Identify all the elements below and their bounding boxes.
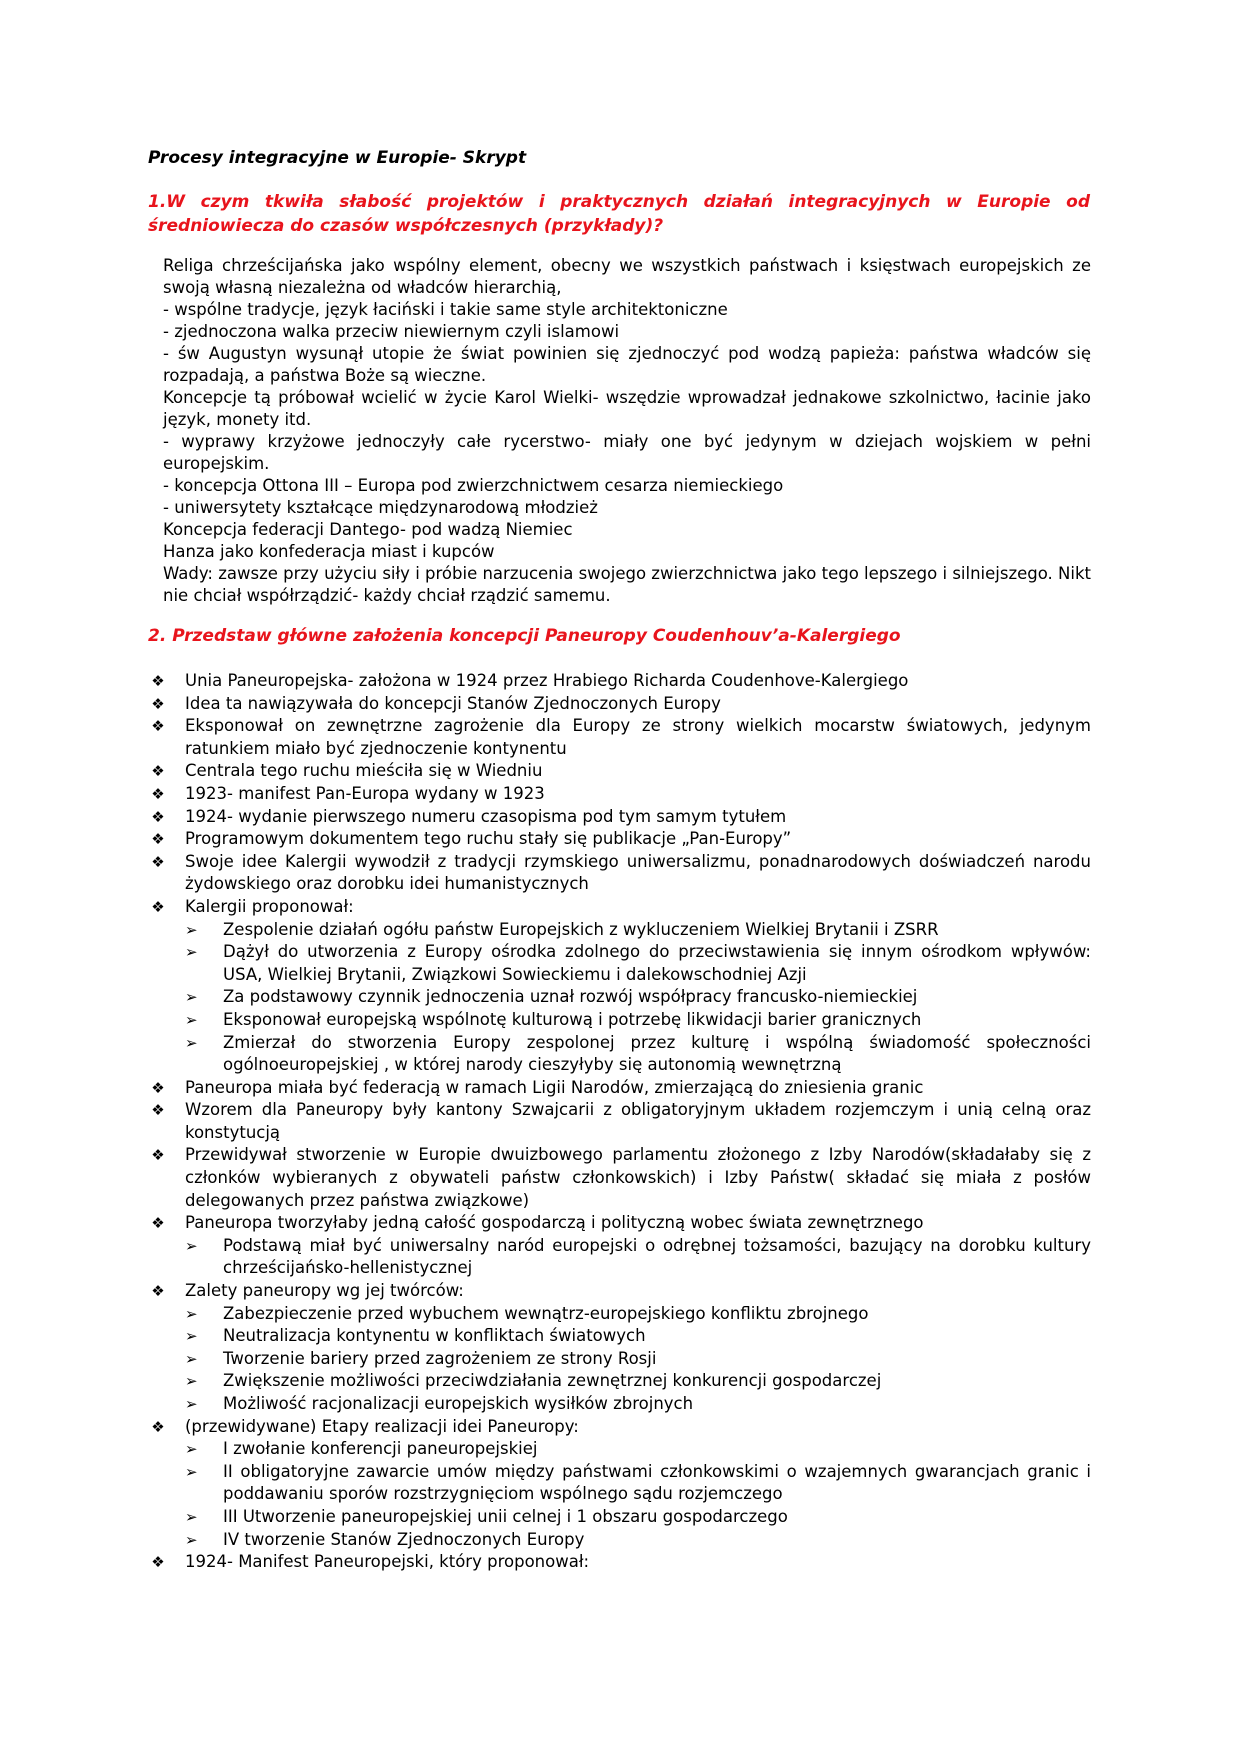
bullet-text: Unia Paneuropejska- założona w 1924 przez Hrabiego Richarda Coudenhove-Kalergiego: [185, 671, 909, 690]
answer-1-line: - wspólne tradycje, język łaciński i takie same style architektoniczne: [163, 300, 728, 319]
arrow-bullet-icon: ➢: [185, 1327, 198, 1346]
arrow-bullet-icon: ➢: [185, 1395, 198, 1413]
answer-1-line: Hanza jako konfederacja miast i kupców: [163, 542, 495, 561]
sub-item-text: Zwiększenie możliwości przeciwdziałania zewnętrznej konkurencji gospodarczej: [223, 1371, 882, 1391]
diamond-bullet-icon: ❖: [151, 784, 165, 803]
bullet-text: Paneuropa tworzyłaby jedną całość gospodarczą i polityczną wobec świata zewnętrznego: [185, 1213, 924, 1233]
bullet-text: 1924- wydanie pierwszego numeru czasopisma pod tym samym tytułem: [185, 806, 787, 826]
diamond-bullet-icon: ❖: [151, 694, 165, 713]
bullet-item: [148, 828, 1091, 851]
bullet-item: [148, 670, 1091, 693]
diamond-bullet-icon: ❖: [151, 1214, 165, 1233]
bullet-item: [148, 760, 1091, 783]
bullet-text: Idea ta nawiązywała do koncepcji Stanów Zjednoczonych Europy: [185, 693, 721, 713]
sub-item: [185, 1032, 1091, 1077]
diamond-bullet-icon: ❖: [151, 672, 165, 690]
sub-item-text: II obligatoryjne zawarcie umów między państwami członkowskimi o wzajemnych gwarancjach granic i poddawaniu sporów rozstrzygnięciom wspólnego sądu rozjemczego: [223, 1461, 1091, 1504]
sub-item: [185, 1370, 1091, 1393]
answer-1-line: Religa chrześcijańska jako wspólny element, obecny we wszystkich państwach i księstwach europejskich ze swoją własną niezależna od władców hierarchią,: [163, 256, 1091, 297]
diamond-bullet-icon: ❖: [151, 762, 165, 781]
sub-item-text: Tworzenie bariery przed zagrożeniem ze strony Rosji: [223, 1348, 657, 1368]
arrow-bullet-icon: ➢: [185, 988, 198, 1007]
sub-item: [185, 1303, 1091, 1326]
bullet-text: Programowym dokumentem tego ruchu stały się publikacje „Pan-Europy”: [185, 829, 792, 849]
sub-item: [185, 919, 1091, 942]
bullet-text: (przewidywane) Etapy realizacji idei Paneuropy:: [185, 1416, 579, 1436]
sub-list: [185, 919, 1091, 1077]
bullet-item: [148, 1551, 1091, 1574]
bullet-item: [148, 851, 1091, 896]
bullet-item: [148, 1280, 1091, 1416]
bullet-item: [148, 896, 1091, 1077]
bullet-text: 1923- manifest Pan-Europa wydany w 1923: [185, 783, 545, 803]
bullet-text: Centrala tego ruchu mieściła się w Wiedniu: [185, 761, 543, 781]
diamond-bullet-icon: ❖: [151, 1101, 165, 1120]
sub-item: [185, 1506, 1091, 1529]
bullet-text: Zalety paneuropy wg jej twórców:: [185, 1281, 464, 1301]
answer-1-line: Koncepcje tą próbował wcielić w życie Karol Wielki- wszędzie wprowadzał jednakowe szkolnictwo, łacinie jako język, monety itd.: [163, 388, 1091, 429]
arrow-bullet-icon: ➢: [185, 943, 198, 962]
bullet-item: [148, 1416, 1091, 1552]
bullet-item: [148, 1077, 1091, 1100]
answer-1-line: - św Augustyn wysunął utopie że świat powinien się zjednoczyć pod wodzą papieża: państwa władców się rozpadają, a państwa Boże są wieczne.: [163, 344, 1091, 385]
diamond-bullet-icon: ❖: [151, 1146, 165, 1165]
sub-item: [185, 1009, 1091, 1032]
arrow-bullet-icon: ➢: [185, 1033, 198, 1052]
answer-1-line: - wyprawy krzyżowe jednoczyły całe rycerstwo- miały one być jedynym w dziejach wojskiem w pełni europejskim.: [163, 432, 1091, 473]
bullet-text: 1924- Manifest Paneuropejski, który proponował:: [185, 1552, 590, 1572]
diamond-bullet-icon: ❖: [151, 807, 165, 826]
bullet-text: Przewidywał stworzenie w Europie dwuizbowego parlamentu złożonego z Izby Narodów(składałaby się z członków wybieranych z obywateli państw członkowskich) i Izby Państw( składać się miała z posłów delegowanych przez państwa związkowe): [185, 1145, 1091, 1210]
bullet-item: [148, 1144, 1091, 1212]
answer-1-line: Koncepcja federacji Dantego- pod wadzą Niemiec: [163, 520, 573, 539]
sub-item: [185, 941, 1091, 986]
sub-list: [185, 1438, 1091, 1551]
sub-item: [185, 1348, 1091, 1371]
sub-item: [185, 1325, 1091, 1348]
sub-item-text: Zabezpieczenie przed wybuchem wewnątrz-europejskiego konfliktu zbrojnego: [223, 1303, 869, 1323]
diamond-bullet-icon: ❖: [151, 830, 165, 849]
sub-item-text: I zwołanie konferencji paneuropejskiej: [223, 1439, 538, 1459]
sub-item: [185, 986, 1091, 1009]
bullet-item: [148, 693, 1091, 716]
sub-list: [185, 1235, 1091, 1280]
arrow-bullet-icon: ➢: [185, 1462, 198, 1481]
arrow-bullet-icon: ➢: [185, 1010, 198, 1029]
diamond-bullet-icon: ❖: [151, 717, 165, 736]
arrow-bullet-icon: ➢: [185, 1236, 198, 1255]
bullet-item: [148, 783, 1091, 806]
bullet-text: Eksponował on zewnętrzne zagrożenie dla Europy ze strony wielkich mocarstw światowych, jedynym ratunkiem miało być zjednoczenie kontynentu: [185, 716, 1091, 758]
answer-1-block: [163, 255, 1091, 607]
document-title: Procesy integracyjne w Europie- Skrypt: [148, 148, 527, 168]
sub-item-text: Neutralizacja kontynentu w konfliktach światowych: [223, 1326, 646, 1346]
diamond-bullet-icon: ❖: [151, 1078, 165, 1097]
sub-item-text: Dążył do utworzenia z Europy ośrodka zdolnego do przeciwstawienia się innym ośrodkom wpływów: USA, Wielkiej Brytanii, Związkowi Sowieckiemu i dalekowschodniej Azji: [223, 942, 1091, 984]
bullet-text: Wzorem dla Paneuropy były kantony Szwajcarii z obligatoryjnym układem rozjemczym i unią celną oraz konstytucją: [185, 1100, 1091, 1142]
bullet-item: [148, 806, 1091, 829]
sub-item-text: Za podstawowy czynnik jednoczenia uznał rozwój współpracy francusko-niemieckiej: [223, 987, 918, 1007]
arrow-bullet-icon: ➢: [185, 1372, 198, 1391]
sub-item: [185, 1461, 1091, 1506]
arrow-bullet-icon: ➢: [185, 920, 198, 939]
bullet-text: Paneuropa miała być federacją w ramach Ligii Narodów, zmierzającą do zniesienia granic: [185, 1077, 924, 1097]
diamond-bullet-icon: ❖: [151, 1282, 165, 1301]
sub-item-text: IV tworzenie Stanów Zjednoczonych Europy: [223, 1529, 585, 1549]
question-2-heading: 2. Przedstaw główne założenia koncepcji Paneuropy Coudenhouv’a-Kalergiego: [148, 626, 901, 646]
arrow-bullet-icon: ➢: [185, 1530, 198, 1549]
sub-item: [185, 1529, 1091, 1552]
sub-item-text: Zespolenie działań ogółu państw Europejskich z wykluczeniem Wielkiej Brytanii i ZSRR: [223, 919, 939, 939]
arrow-bullet-icon: ➢: [185, 1440, 198, 1459]
question-1-heading: 1.W czym tkwiła słabość projektów i praktycznych działań integracyjnych w Europie od średniowiecza do czasów współczesnych (przykłady)?: [148, 192, 1090, 236]
bullet-text: Kalergii proponował:: [185, 896, 354, 916]
answer-1-line: Wady: zawsze przy użyciu siły i próbie narzucenia swojego zwierzchnictwa jako tego lepszego i silniejszego. Nikt nie chciał współrządzić- każdy chciał rządzić samemu.: [163, 564, 1091, 605]
diamond-bullet-icon: ❖: [151, 1417, 165, 1436]
sub-item-text: Zmierzał do stworzenia Europy zespolonej przez kulturę i wspólną świadomość społeczności ogólnoeuropejskiej , w której narody cieszyłyby się autonomią wewnętrzną: [223, 1032, 1091, 1075]
sub-item: [185, 1235, 1091, 1280]
sub-item-text: III Utworzenie paneuropejskiej unii celnej i 1 obszaru gospodarczego: [223, 1506, 788, 1526]
arrow-bullet-icon: ➢: [185, 1507, 198, 1526]
bullet-text: Swoje idee Kalergii wywodził z tradycji rzymskiego uniwersalizmu, ponadnarodowych doświadczeń narodu żydowskiego oraz dorobku idei humanistycznych: [185, 851, 1091, 894]
diamond-bullet-icon: ❖: [151, 852, 165, 871]
diamond-bullet-icon: ❖: [151, 897, 165, 916]
answer-1-line: - uniwersytety kształcące międzynarodową młodzież: [163, 498, 598, 517]
bullet-item: [148, 715, 1091, 760]
bullet-item: [148, 1212, 1091, 1280]
bullet-item: [148, 1099, 1091, 1144]
sub-item-text: Eksponował europejską wspólnotę kulturową i potrzebę likwidacji barier granicznych: [223, 1009, 922, 1029]
answer-1-line: - koncepcja Ottona III – Europa pod zwierzchnictwem cesarza niemieckiego: [163, 476, 784, 495]
answer-1-line: - zjednoczona walka przeciw niewiernym czyli islamowi: [163, 322, 620, 341]
sub-item-text: Możliwość racjonalizacji europejskich wysiłków zbrojnych: [223, 1394, 694, 1413]
sub-item: [185, 1393, 1091, 1416]
answer-2-list: [148, 670, 1091, 1574]
diamond-bullet-icon: ❖: [151, 1553, 165, 1572]
arrow-bullet-icon: ➢: [185, 1304, 198, 1323]
sub-item: [185, 1438, 1091, 1461]
sub-item-text: Podstawą miał być uniwersalny naród europejski o odrębnej tożsamości, bazujący na dorobku kultury chrześcijańsko-hellenistycznej: [223, 1235, 1091, 1278]
arrow-bullet-icon: ➢: [185, 1349, 198, 1368]
sub-list: [185, 1303, 1091, 1416]
